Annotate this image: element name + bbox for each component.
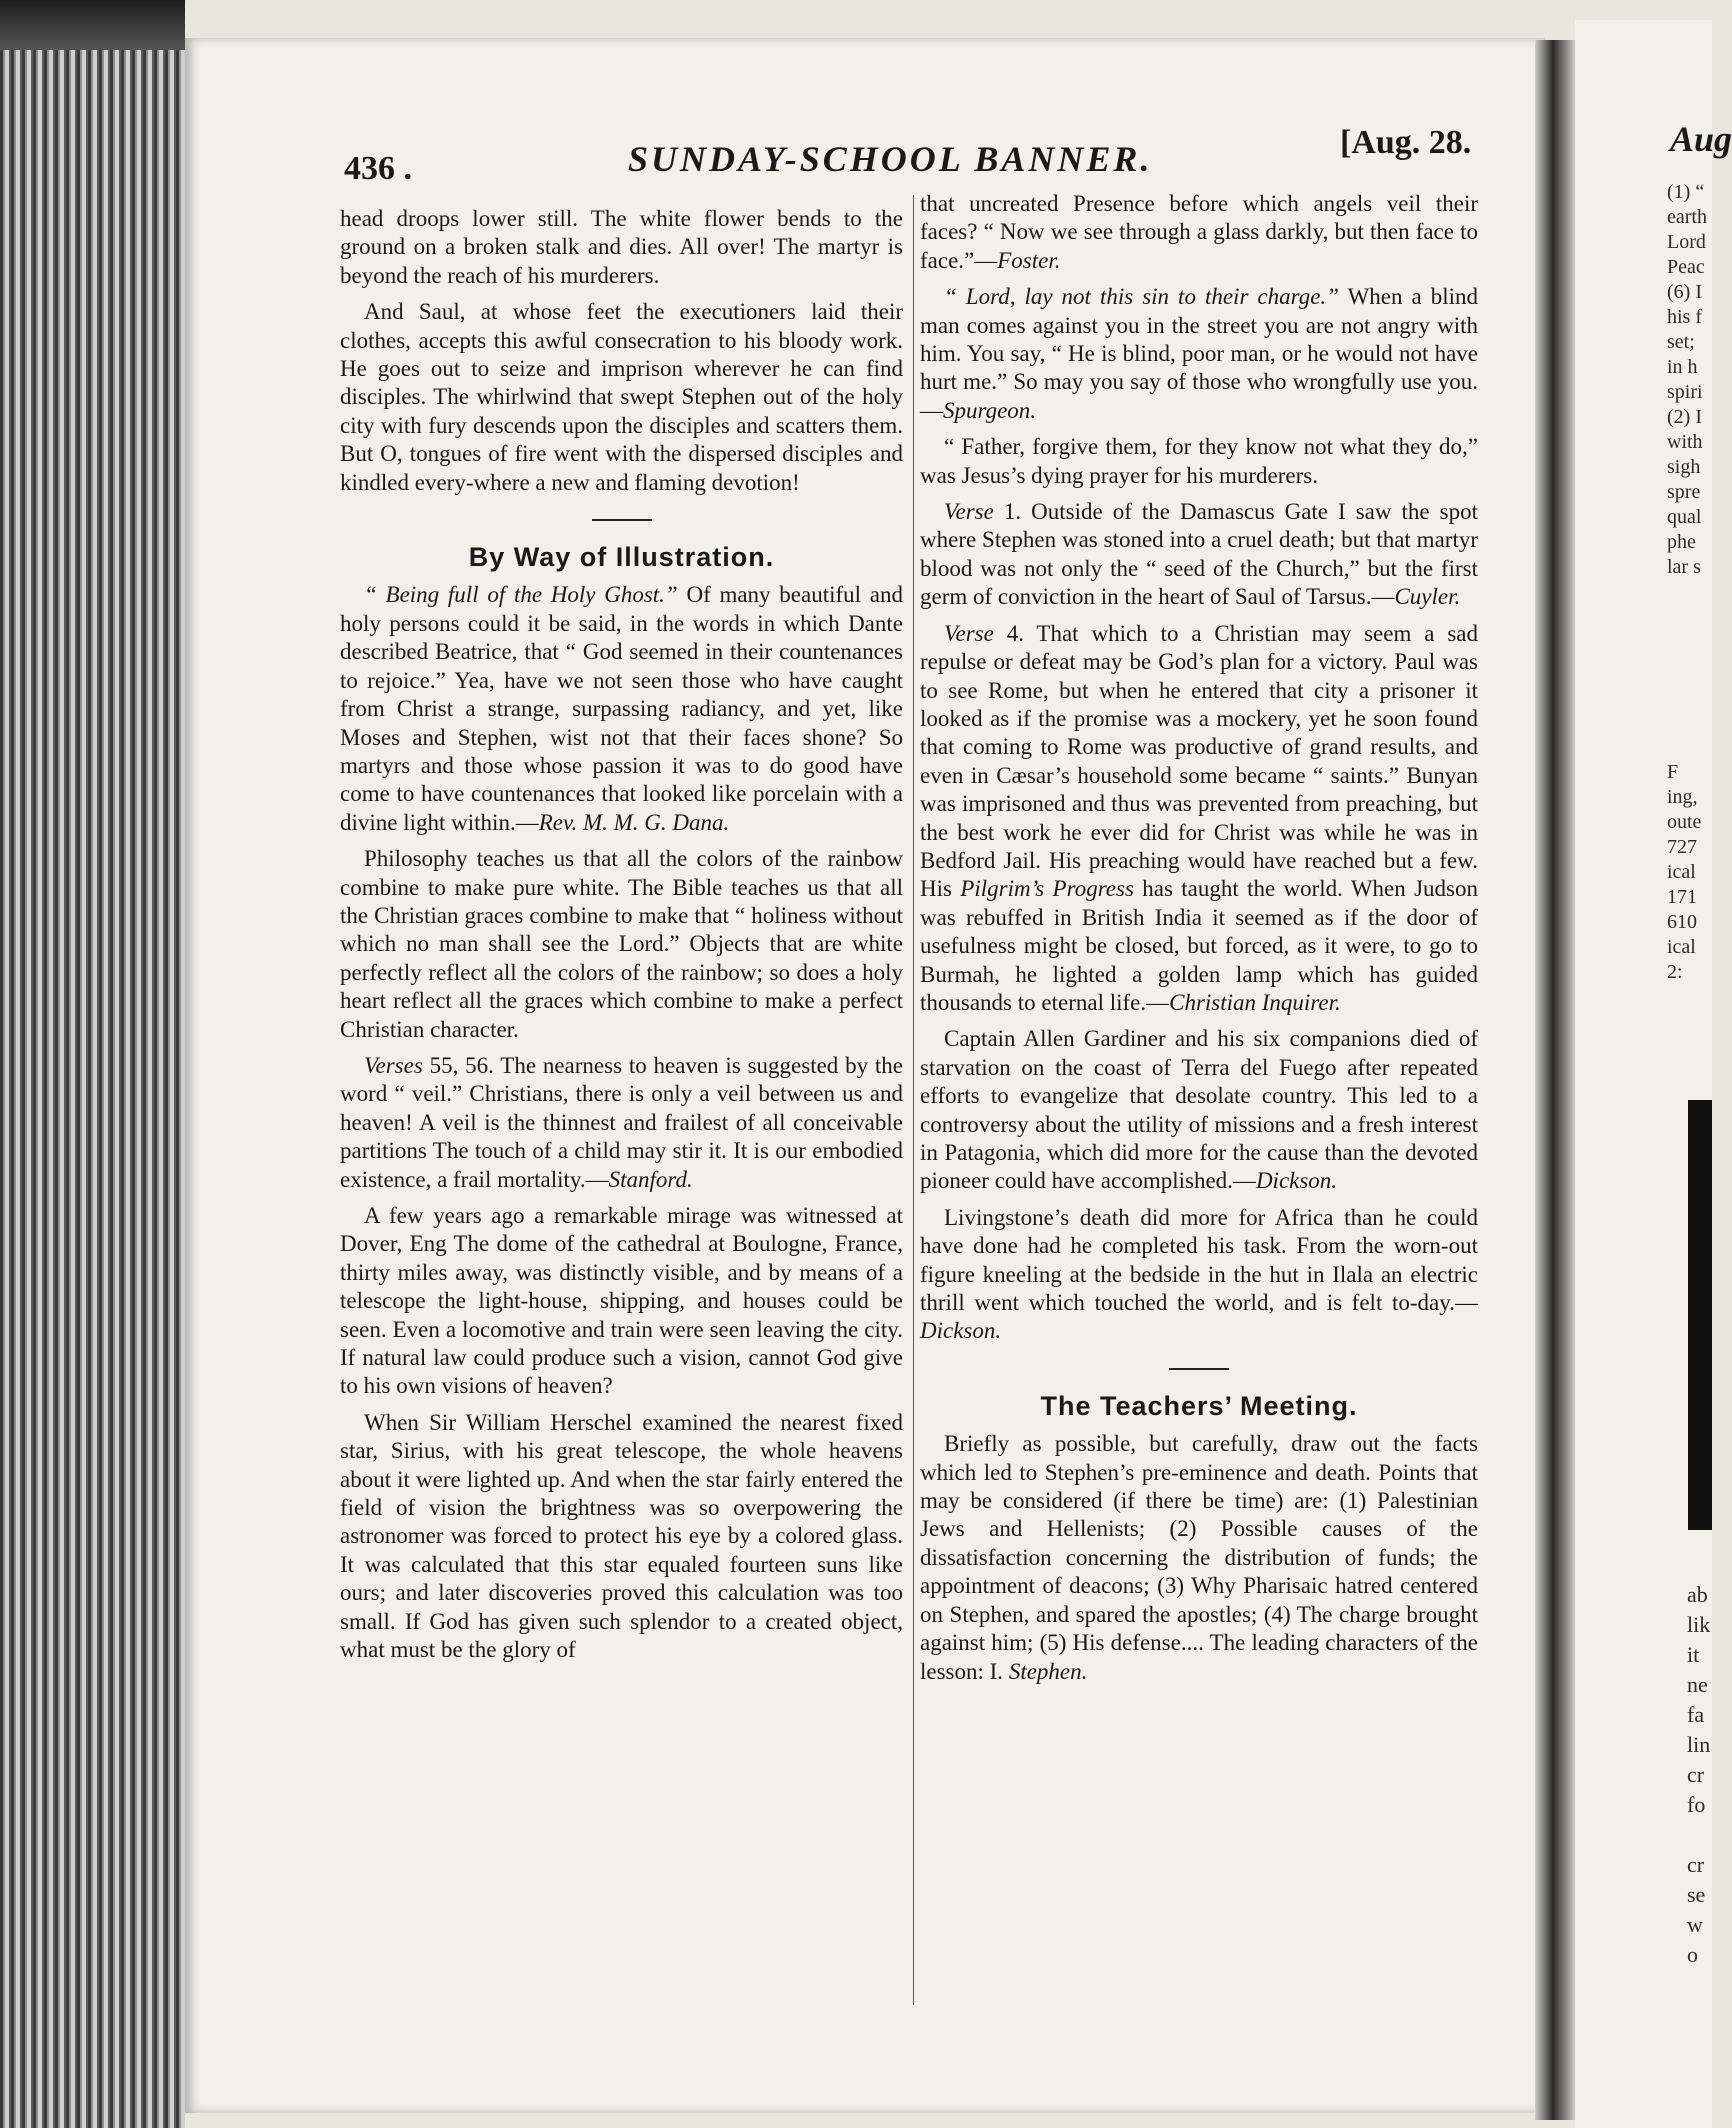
paragraph-body: 1. Outside of the Damascus Gate I saw the spot where Stephen was stoned into a cruel death; but that martyr blood was not only the “ seed of the Church,” but the first germ of conviction in the heart of Saul of Tarsus.— [920, 499, 1478, 610]
page-date: [Aug. 28. [1340, 124, 1472, 161]
section-rule [592, 519, 652, 521]
paragraph [340, 581, 903, 837]
verse-label: Verses [364, 1052, 423, 1078]
citation: Spurgeon. [943, 397, 1037, 423]
right-column [920, 190, 1478, 1694]
facing-page-illustration [1688, 1100, 1712, 1530]
lead-quote: “ Being full of the Holy Ghost.” [364, 582, 678, 608]
paragraph-body: 4. That which to a Christian may seem a sad repulse or defeat may be God’s plan for a victory. Paul was to see Rome, but when he entered that city a prisoner it looked as if the promise was a mockery, yet he soon found that coming to Rome was productive of grand results, and even in Cæsar’s household some became “ saints.” Bunyan was imprisoned and thus was prevented from preaching, but the best work he ever did for Christ was while he was in Bedford Jail. His preaching would have reached but a few. His [920, 620, 1478, 902]
paragraph [920, 1025, 1478, 1195]
paragraph-body: When a blind man comes against you in the street you are not angry with him. You say, “ He is blind, poor man, or he would not have hurt me.” So may you say of those who wrongfully use you.— [920, 284, 1478, 423]
paragraph-body: Livingstone’s death did more for Africa than he could have done had he completed his task. From the worn-out figure kneeling at the bedside in the hut in Ilala an electric thrill went which touched the world, and is felt to-day.— [920, 1204, 1478, 1316]
paragraph [920, 1204, 1478, 1346]
citation: Cuyler. [1394, 584, 1461, 610]
citation: Foster. [997, 247, 1061, 273]
facing-page-text-top: (1) “ earth Lord Peac (6) I his f set; in h spiri (2) I with sigh spre qual phe lar s [1667, 181, 1707, 578]
paragraph-body: Briefly as possible, but carefully, draw out the facts which led to Stephen’s pre-eminence and death. Points that may be considered (if there be time) are: (1) Palestinian Jews and Hellenists; (2) Possible causes of the dissatisfaction concerning the distribution of funds; the appointment of deacons; (3) Why Pharisaic hatred centered on Stephen, and spared the apostles; (4) The charge brought against him; (5) His defense.... The leading characters of the lesson: I. [920, 1431, 1478, 1684]
citation: Dickson. [920, 1318, 1002, 1344]
verse-label: Verse [944, 620, 994, 646]
paragraph-body: has taught the world. When Judson was rebuffed in British India it seemed as if the door of usefulness might be closed, but forced, as it were, to go to Burmah, he lighted a golden lamp which has guided thousands to eternal life.— [920, 876, 1479, 1015]
section-rule [1169, 1368, 1229, 1370]
section-heading: By Way of Illustration. [468, 542, 775, 573]
page-number: 436 . [344, 150, 412, 187]
paragraph: A few years ago a remarkable mirage was witnessed at Dover, Eng The dome of the cathedral at Boulogne, France, thirty miles away, was distinctly visible, and by means of a telescope the light-house, shipping, and houses could be seen. Even a locomotive and train were seen leaving the city. If natural law could produce such a vision, cannot God give to his own visions of heaven? [340, 1203, 903, 1399]
paragraph [920, 190, 1478, 275]
paragraph [920, 498, 1478, 612]
paragraph-body: that uncreated Presence before which angels veil their faces? “ Now we see through a glass darkly, but then face to face.”— [920, 191, 1478, 273]
paragraph: “ Father, forgive them, for they know not what they do,” was Jesus’s dying prayer for his murderers. [920, 434, 1478, 488]
paragraph [920, 620, 1478, 1018]
page-title: SUNDAY-SCHOOL BANNER. [628, 139, 1153, 179]
facing-page-text-bottom: ab lik it ne fa lin cr fo cr se w o [1687, 1582, 1711, 1967]
verse-label: Verse [944, 499, 994, 525]
book-page-edges [0, 0, 185, 2128]
paragraph: When Sir William Herschel examined the nearest fixed star, Sirius, with his great telescope, the whole heavens about it were lighted up. And when the star fairly entered the field of vision the brightness was so overpowering the astronomer was forced to protect his eye by a colored glass. It was calculated that this star equaled fourteen suns like ours; and later discoveries proved this calculation was too small. If God has given such splendor to a created object, what must be the glory of [340, 1409, 903, 1663]
citation: Christian Inquirer. [1169, 989, 1341, 1015]
facing-page [1575, 20, 1732, 2128]
section-heading: The Teachers’ Meeting. [1040, 1390, 1358, 1421]
citation: Rev. M. M. G. Dana. [538, 809, 730, 835]
paragraph: Philosophy teaches us that all the colors of the rainbow combine to make pure white. The Bible teaches us that all the Christian graces combine to make that “ holiness without which no man shall see the Lord.” Objects that are white perfectly reflect all the colors of the rainbow; so does a holy heart reflect all the graces which combine to make a perfect Christian character. [340, 846, 903, 1042]
paragraph-body: Of many beautiful and holy persons could it be said, in the words in which Dante described Beatrice, that “ God seemed in their countenances to rejoice.” Yea, have we not seen those who have caught from Christ a strange, surpassing radiancy, and yet, like Moses and Stephen, wist not that their faces shone? So martyrs and those whose passion it was to do good have come to have countenances that looked like porcelain with a divine light within.— [340, 582, 903, 835]
citation: Dickson. [1255, 1168, 1338, 1194]
lead-quote: “ Lord, lay not this sin to their charge.” [944, 284, 1339, 310]
paragraph: And Saul, at whose feet the executioners laid their clothes, accepts this awful consecration to his bloody work. He goes out to seize and imprison wherever he can find disciples. The whirlwind that swept Stephen out of the holy city with fury descends upon the disciples and scatters them. But O, tongues of fire went with the dispersed disciples and kindled every-where a new and flaming devotion! [340, 299, 903, 495]
book-top-shadow [0, 0, 185, 50]
paragraph [920, 1430, 1478, 1686]
left-column [340, 205, 903, 1673]
book-gutter [1535, 40, 1575, 2120]
book-title: Pilgrim’s Progress [960, 876, 1134, 902]
paragraph [340, 1052, 903, 1194]
facing-page-text-middle: F ing, oute 727 ical 171 610 ical 2: [1667, 761, 1702, 983]
paragraph: head droops lower still. The white flower bends to the ground on a broken stalk and dies. All over! The martyr is beyond the reach of his murderers. [340, 206, 903, 288]
citation: Stanford. [608, 1166, 693, 1192]
column-divider [913, 195, 914, 2005]
paragraph [920, 283, 1478, 425]
emphasis-name: Stephen. [1008, 1658, 1088, 1684]
paragraph-body: 55, 56. The nearness to heaven is suggested by the word “ veil.” Christians, there is only a veil between us and heaven! A veil is the thinnest and frailest of all conceivable partitions The touch of a child may stir it. It is our embodied existence, a frail mortality.— [340, 1052, 903, 1192]
paragraph-body: Captain Allen Gardiner and his six companions died of starvation on the coast of Terra del Fuego after repeated efforts to evangelize that desolate country. This led to a controversy about the utility of missions and a fresh interest in Patagonia, which did more for the cause than the devoted pioneer could have accomplished.— [920, 1026, 1478, 1194]
facing-page-header: Aug [1670, 119, 1732, 159]
